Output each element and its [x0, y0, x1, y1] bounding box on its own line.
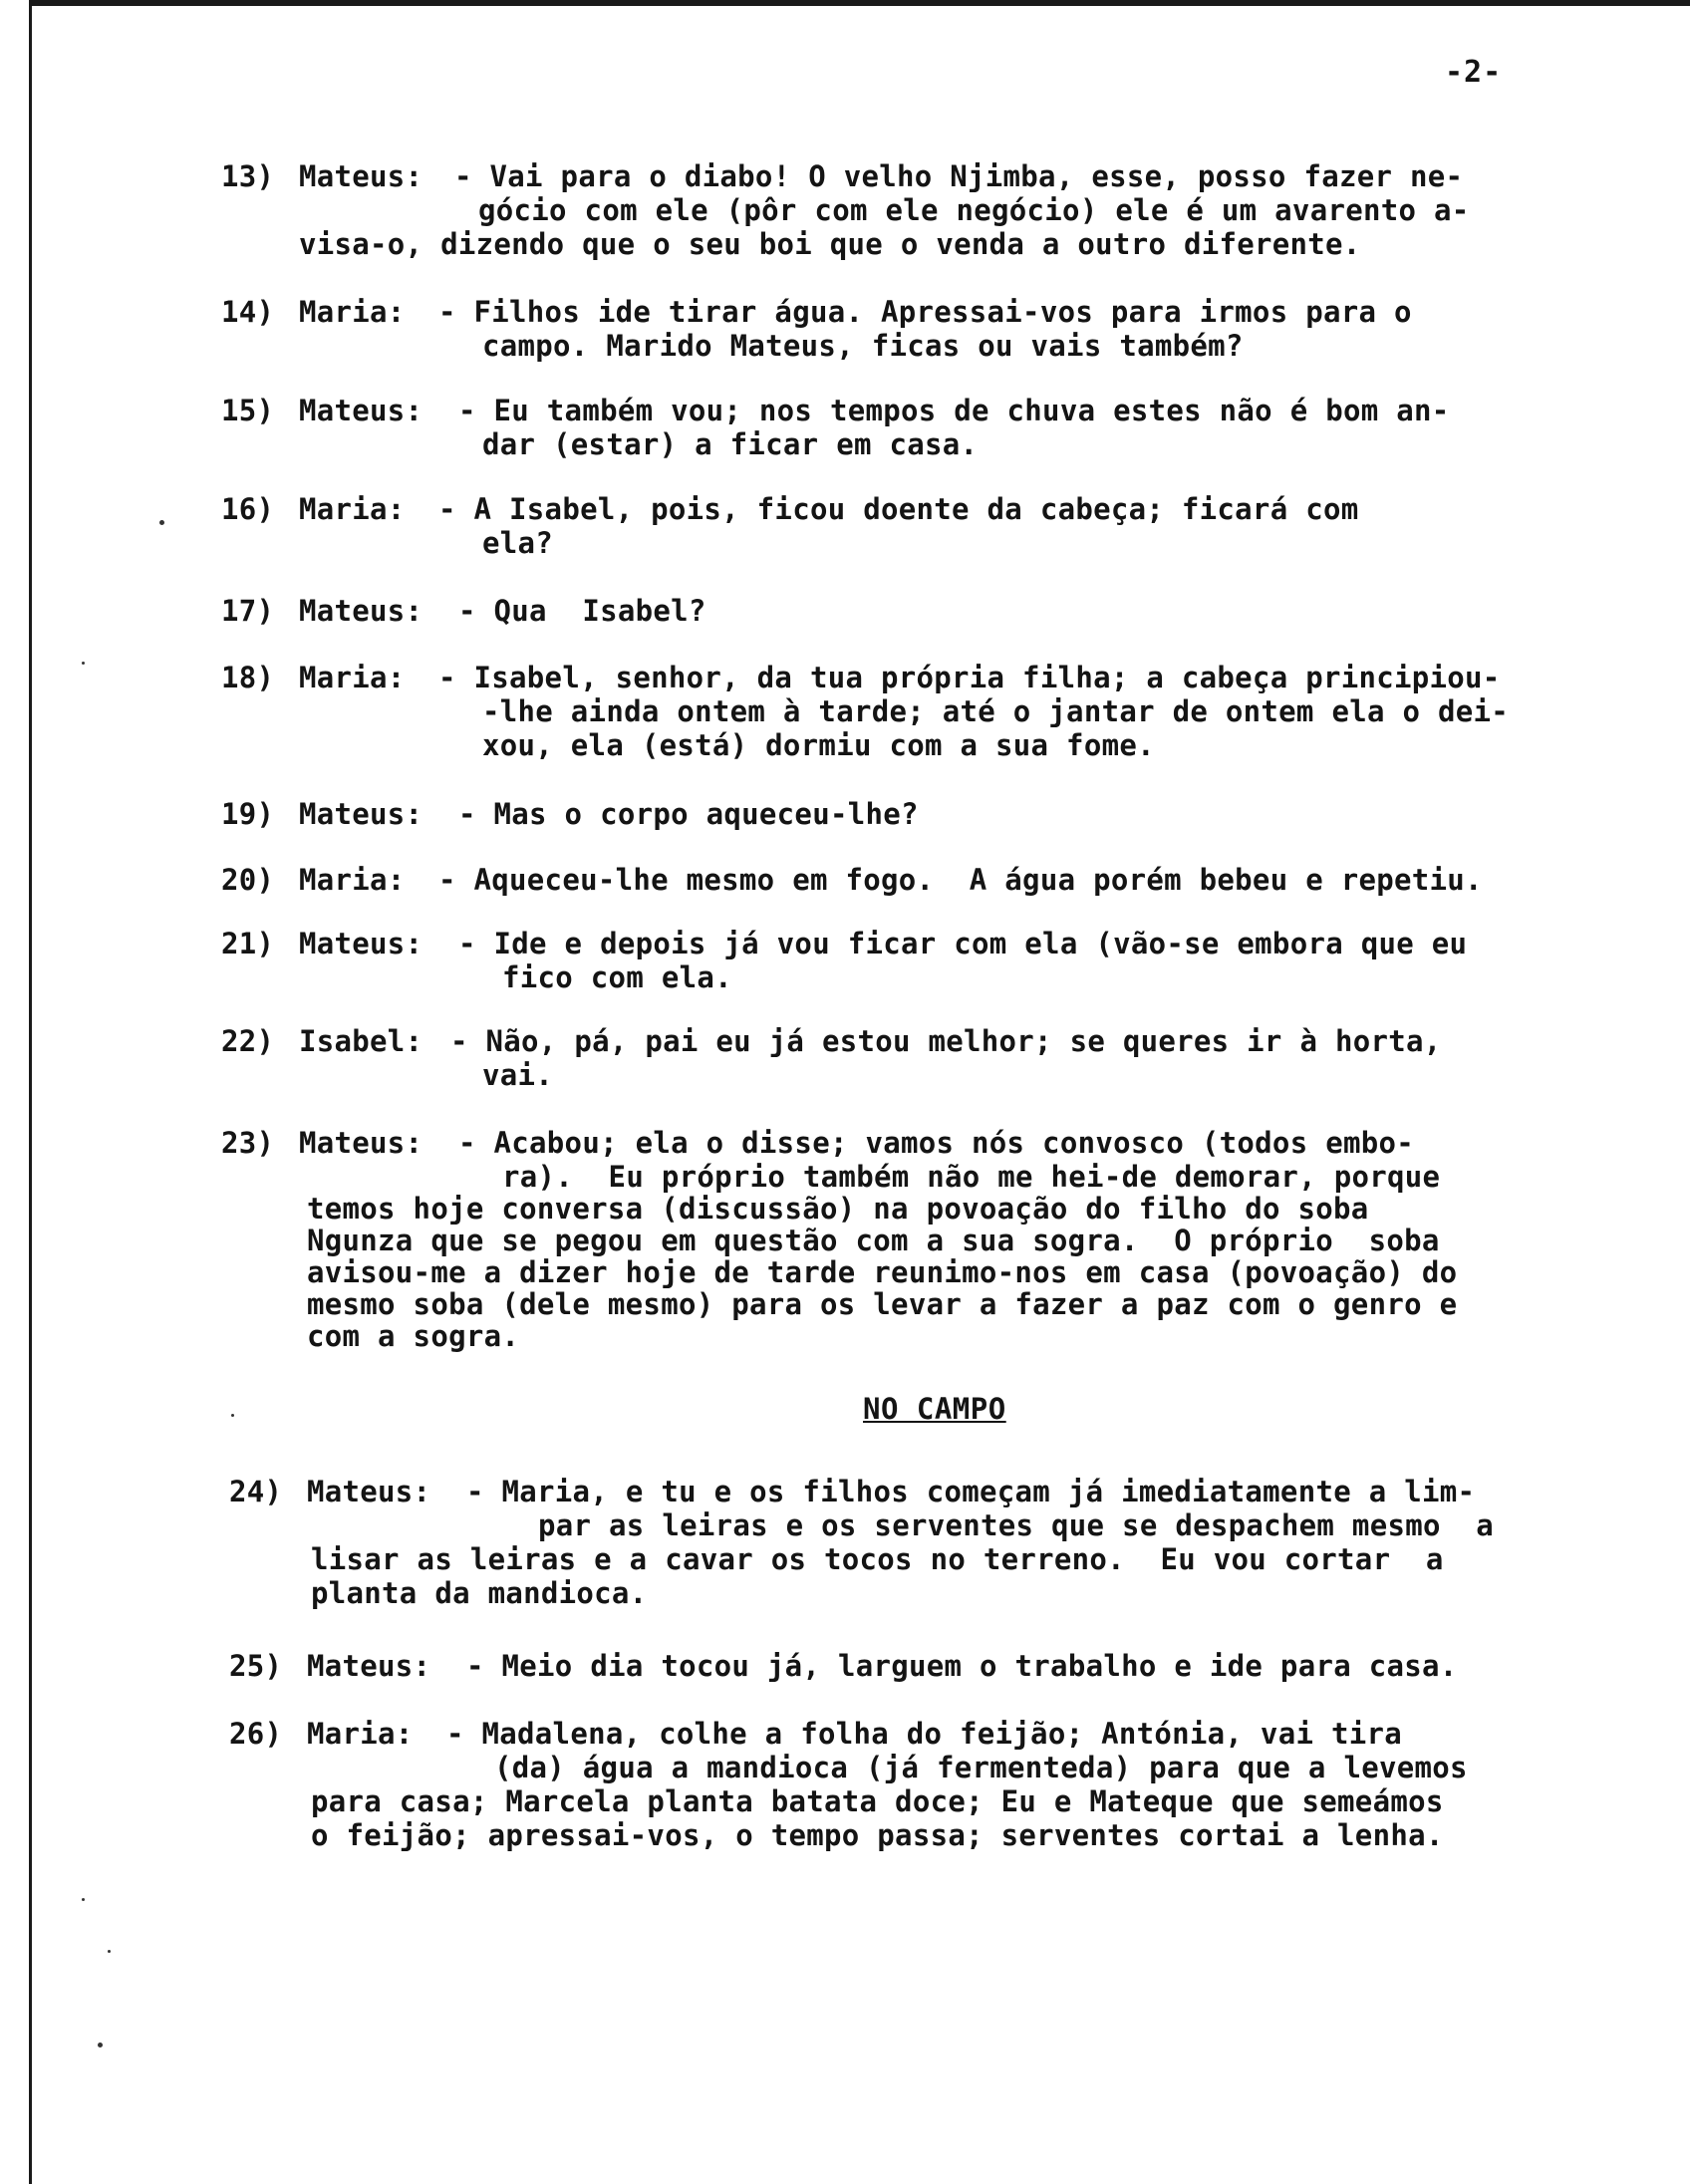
entry-number: 20)	[221, 863, 275, 897]
entry-speaker: Mateus:	[299, 159, 423, 193]
entry-line: avisou-me a dizer hoje de tarde reunimo-nos em casa (povoação) do	[307, 1255, 1458, 1289]
entry-line: - Qua Isabel?	[458, 594, 706, 628]
entry-line: para casa; Marcela planta batata doce; Eu e Mateque que semeámos	[311, 1784, 1444, 1818]
entry-speaker: Maria:	[299, 492, 406, 526]
entry-speaker: Isabel:	[299, 1024, 423, 1058]
entry-line: - Eu também vou; nos tempos de chuva estes não é bom an-	[458, 394, 1450, 427]
entry-line: campo. Marido Mateus, ficas ou vais também?	[482, 329, 1244, 363]
page-number: -2-	[1445, 55, 1503, 90]
entry-line: - Vai para o diabo! O velho Njimba, esse, posso fazer ne-	[454, 159, 1464, 193]
entry-line: ra). Eu próprio também não me hei-de demorar, porque	[502, 1160, 1441, 1194]
entry-speaker: Mateus:	[299, 394, 423, 427]
entry-line: gócio com ele (pôr com ele negócio) ele é um avarento a-	[478, 193, 1470, 227]
entry-speaker: Mateus:	[299, 927, 423, 960]
page-top-border	[29, 0, 1690, 6]
entry-line: - A Isabel, pois, ficou doente da cabeça; ficará com	[438, 492, 1359, 526]
entry-speaker: Maria:	[299, 863, 406, 897]
entry-line: - Isabel, senhor, da tua própria filha; a cabeça principiou-	[438, 661, 1501, 694]
entry-number: 18)	[221, 661, 275, 694]
entry-number: 15)	[221, 394, 275, 427]
entry-line: com a sogra.	[307, 1319, 520, 1353]
scan-speck	[231, 1414, 234, 1417]
entry-line: - Maria, e tu e os filhos começam já imediatamente a lim-	[466, 1475, 1476, 1508]
entry-speaker: Maria:	[299, 295, 406, 329]
entry-number: 22)	[221, 1024, 275, 1058]
entry-line: - Filhos ide tirar água. Apressai-vos para irmos para o	[438, 295, 1412, 329]
entry-line: par as leiras e os serventes que se despachem mesmo a	[538, 1508, 1495, 1542]
entry-line: Ngunza que se pegou em questão com a sua sogra. O próprio soba	[307, 1224, 1440, 1257]
entry-speaker: Maria:	[307, 1717, 414, 1751]
entry-line: - Madalena, colhe a folha do feijão; Antónia, vai tira	[446, 1717, 1403, 1751]
entry-line: xou, ela (está) dormiu com a sua fome.	[482, 728, 1155, 762]
scan-speck	[82, 662, 85, 665]
entry-number: 25)	[229, 1649, 283, 1683]
entry-line: ela?	[482, 526, 554, 560]
entry-line: vai.	[482, 1058, 554, 1092]
entry-number: 16)	[221, 492, 275, 526]
entry-number: 14)	[221, 295, 275, 329]
entry-line: - Meio dia tocou já, larguem o trabalho e ide para casa.	[466, 1649, 1458, 1683]
entry-line: planta da mandioca.	[311, 1576, 648, 1610]
section-heading: NO CAMPO	[863, 1392, 1006, 1426]
page-left-border	[29, 0, 32, 2184]
entry-number: 19)	[221, 797, 275, 831]
entry-number: 17)	[221, 594, 275, 628]
scan-speck	[159, 520, 164, 525]
entry-speaker: Mateus:	[307, 1649, 431, 1683]
entry-line: temos hoje conversa (discussão) na povoação do filho do soba	[307, 1192, 1369, 1226]
entry-number: 24)	[229, 1475, 283, 1508]
entry-number: 23)	[221, 1126, 275, 1160]
scan-speck	[82, 1898, 85, 1901]
entry-line: lisar as leiras e a cavar os tocos no terreno. Eu vou cortar a	[311, 1542, 1444, 1576]
entry-number: 13)	[221, 159, 275, 193]
entry-line: - Mas o corpo aqueceu-lhe?	[458, 797, 919, 831]
entry-line: fico com ela.	[502, 960, 732, 994]
entry-line: visa-o, dizendo que o seu boi que o venda a outro diferente.	[299, 227, 1361, 261]
scan-speck	[98, 2043, 103, 2048]
entry-number: 26)	[229, 1717, 283, 1751]
entry-speaker: Mateus:	[299, 797, 423, 831]
entry-speaker: Maria:	[299, 661, 406, 694]
entry-line: - Acabou; ela o disse; vamos nós convosco (todos embo-	[458, 1126, 1415, 1160]
entry-line: - Aqueceu-lhe mesmo em fogo. A água porém bebeu e repetiu.	[438, 863, 1483, 897]
entry-speaker: Mateus:	[307, 1475, 431, 1508]
entry-line: -lhe ainda ontem à tarde; até o jantar de ontem ela o dei-	[482, 694, 1510, 728]
entry-speaker: Mateus:	[299, 594, 423, 628]
entry-number: 21)	[221, 927, 275, 960]
entry-line: mesmo soba (dele mesmo) para os levar a fazer a paz com o genro e	[307, 1287, 1458, 1321]
entry-line: - Ide e depois já vou ficar com ela (vão-se embora que eu	[458, 927, 1468, 960]
entry-line: (da) água a mandioca (já fermenteda) para que a levemos	[494, 1751, 1468, 1784]
entry-line: dar (estar) a ficar em casa.	[482, 427, 979, 461]
scan-speck	[108, 1950, 111, 1953]
entry-speaker: Mateus:	[299, 1126, 423, 1160]
entry-line: - Não, pá, pai eu já estou melhor; se queres ir à horta,	[450, 1024, 1442, 1058]
entry-line: o feijão; apressai-vos, o tempo passa; serventes cortai a lenha.	[311, 1818, 1444, 1852]
